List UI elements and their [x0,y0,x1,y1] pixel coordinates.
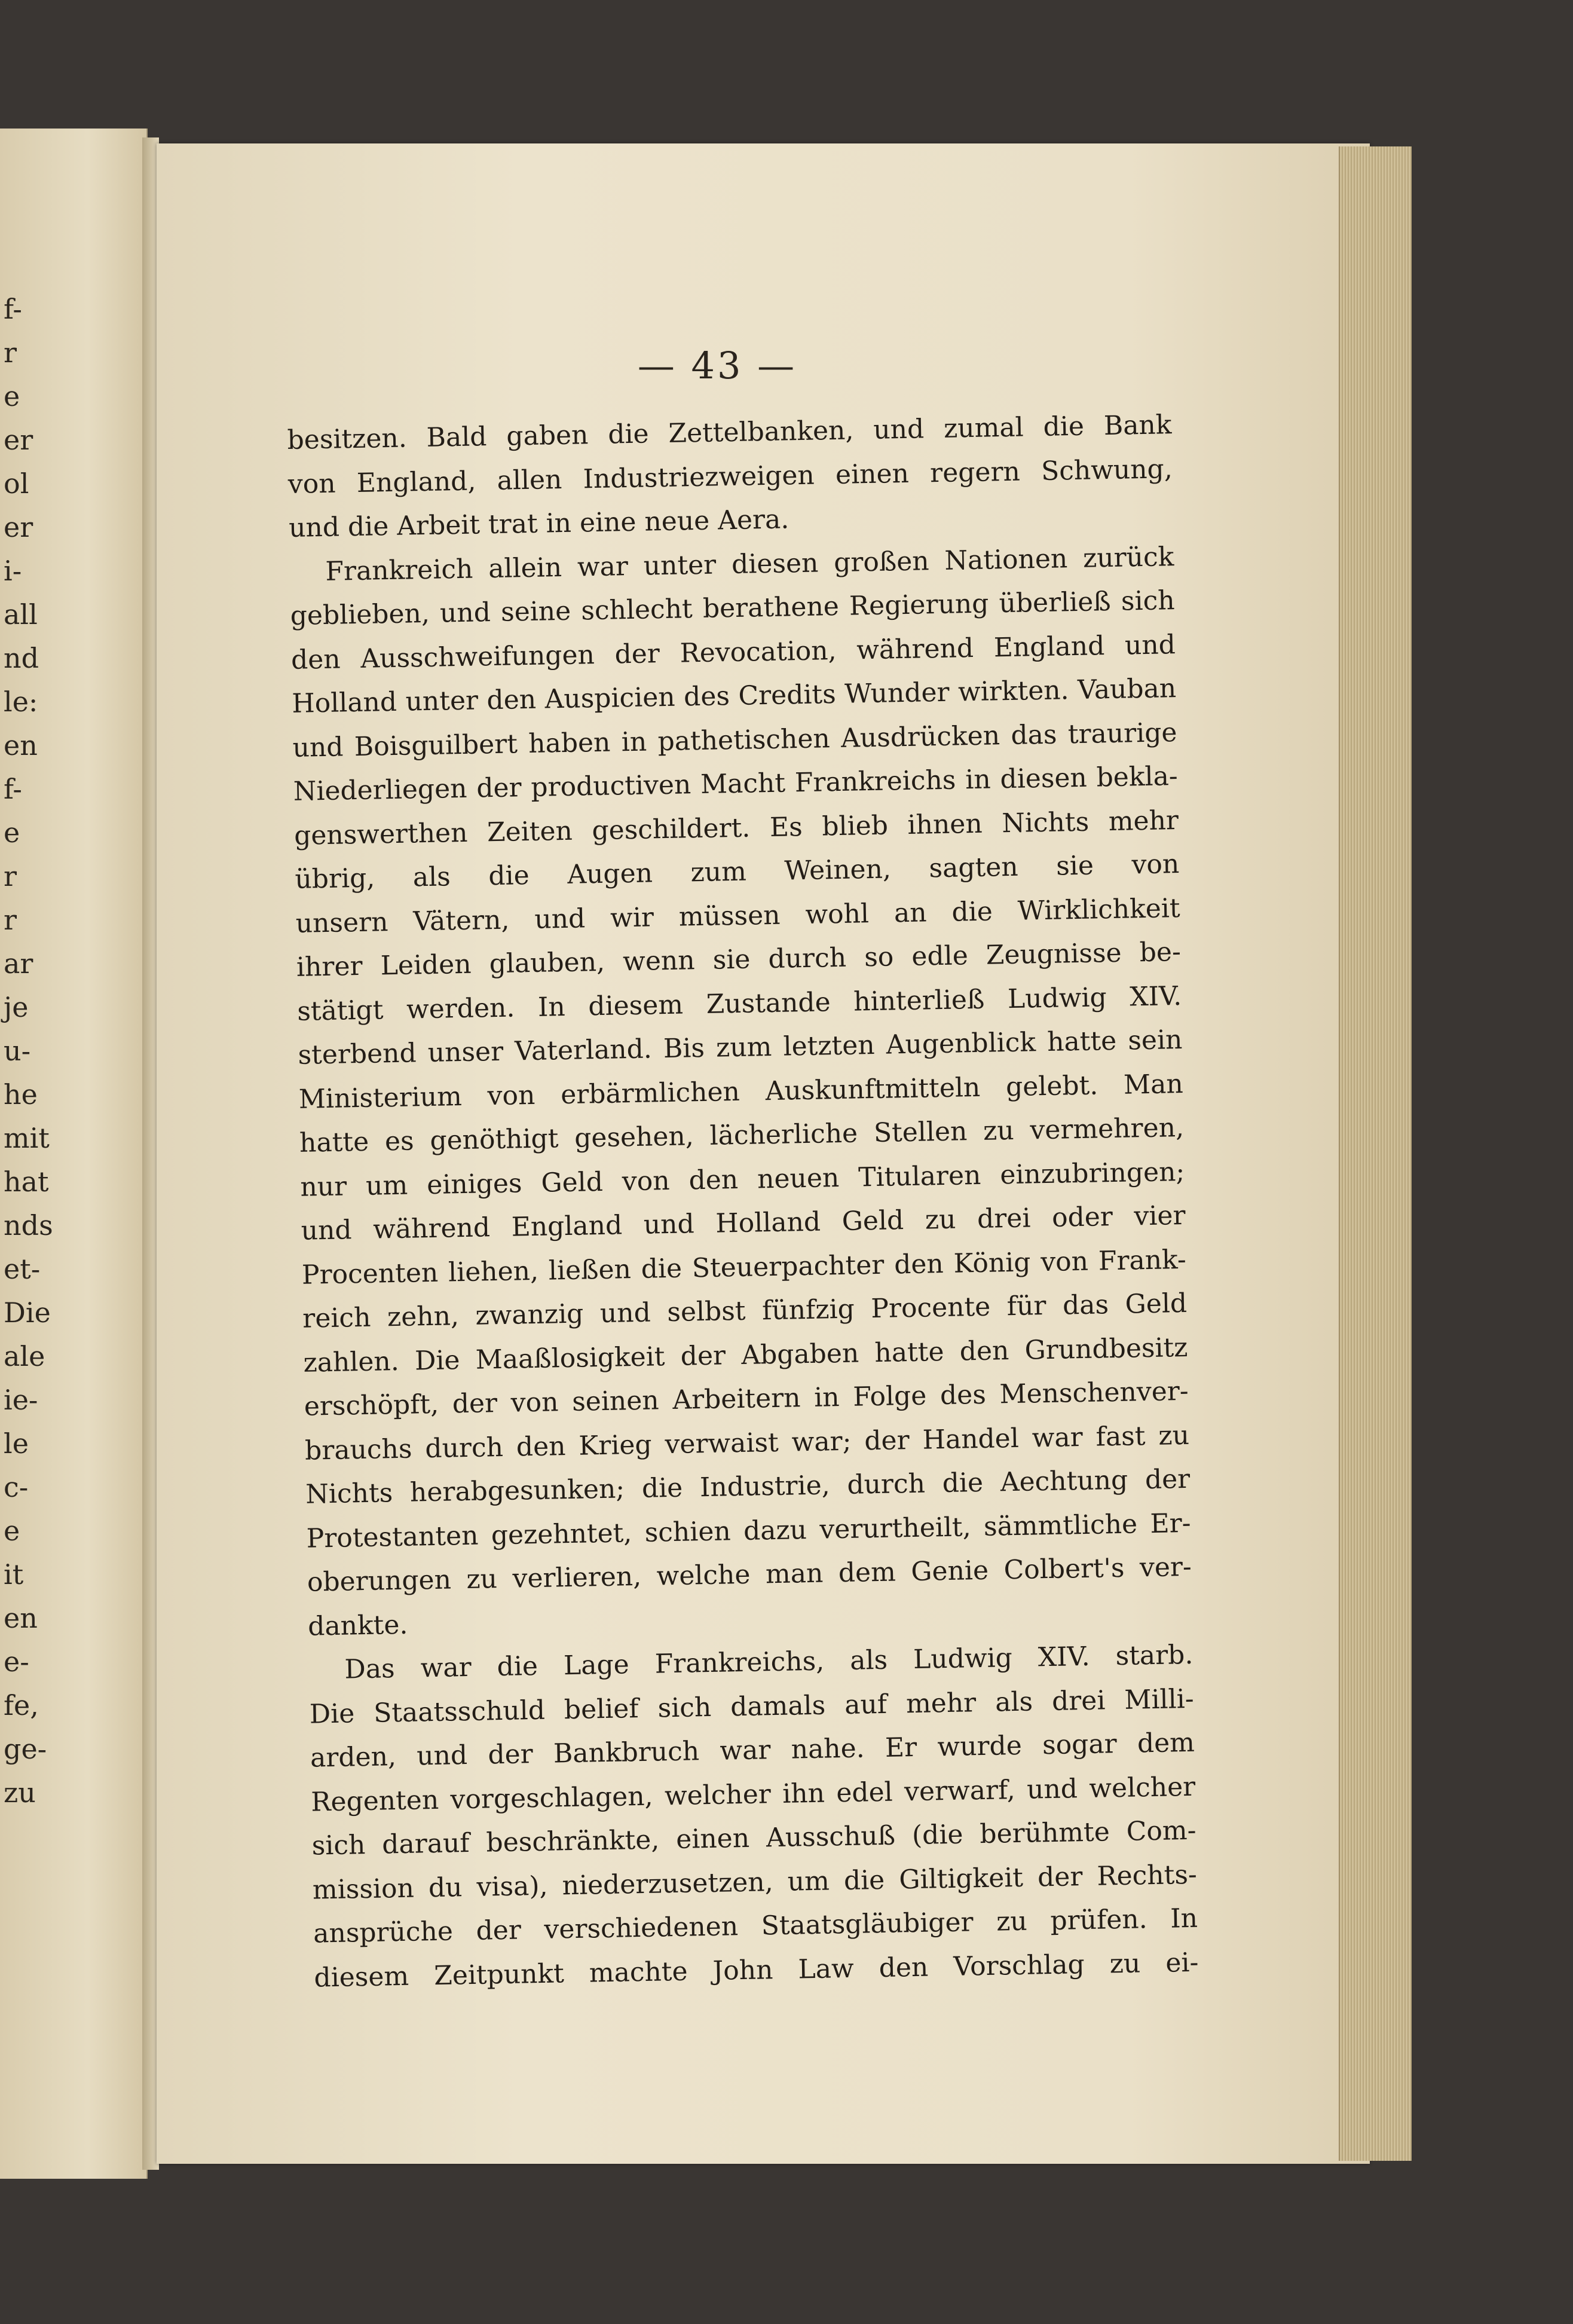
text-line: und während England und Holland Geld zu drei oder vier [301,1200,1186,1246]
left-page-fragment: r [4,904,17,936]
left-page-fragment: nds [4,1209,53,1241]
body-text [287,403,1199,1999]
left-page-fragment: he [4,1078,38,1111]
text-line: den Ausschweifungen der Revocation, während England und [290,629,1176,675]
left-page-fragment: i- [4,555,22,587]
left-page-fragment: r [4,860,17,892]
left-page-fragment: u- [4,1035,31,1067]
left-page-fragment: e [4,380,20,412]
text-line: Regenten vorgeschlagen, welcher ihn edel verwarf, und welcher [310,1771,1196,1818]
left-page-fragment: f- [4,773,22,805]
text-line: ihrer Leiden glauben, wenn sie durch so edle Zeugnisse be- [296,937,1182,983]
left-page-fragment: e [4,817,20,849]
text-line: dankte. [307,1609,408,1642]
left-page-fragment: le: [4,686,38,718]
left-page-fragment: zu [4,1776,36,1809]
text-line: arden, und der Bankbruch war nahe. Er wurde sogar dem [310,1727,1195,1773]
text-line: übrig, als die Augen zum Weinen, sagten sie von [295,849,1180,895]
text-line: nur um einiges Geld von den neuen Titularen einzubringen; [299,1156,1185,1203]
text-line: von England, allen Industriezweigen einen regern Schwung, [287,453,1173,500]
text-line: mission du visa), niederzusetzen, um die Giltigkeit der Rechts- [312,1859,1198,1906]
left-page-fragment: e- [4,1646,29,1678]
text-line: geblieben, und seine schlecht berathene Regierung überließ sich [290,585,1175,631]
left-page-fragment: mit [4,1122,50,1154]
text-line: stätigt werden. In diesem Zustande hinterließ Ludwig XIV. [296,980,1182,1027]
text-line: sich darauf beschränkte, einen Ausschuß (die berühmte Com- [311,1815,1196,1861]
left-page-fragment: en [4,729,38,762]
left-page-fragment: ge- [4,1733,47,1765]
text-line: sterbend unser Vaterland. Bis zum letzten Augenblick hatte sein [298,1025,1183,1071]
text-line: Protestanten gezehntet, schien dazu verurtheilt, sämmtliche Er- [306,1507,1191,1554]
left-page-fragment: er [4,511,33,543]
left-page-fragment: r [4,337,17,369]
text-line: diesem Zeitpunkt machte John Law den Vorschlag zu ei- [314,1947,1199,1993]
left-page-fragment: ol [4,467,29,500]
left-page-fragment: hat [4,1166,49,1198]
left-page-fragment: en [4,1602,38,1634]
text-line: Das war die Lage Frankreichs, als Ludwig XIV. starb. [344,1639,1193,1685]
left-page-fragment: nd [4,642,39,674]
text-line: und Boisguilbert haben in pathetischen Ausdrücken das traurige [292,717,1177,763]
text-line: Nichts herabgesunken; die Industrie, durch die Aechtung der [305,1463,1191,1510]
left-page [0,129,148,2179]
text-line: hatte es genöthigt gesehen, lächerliche Stellen zu vermehren, [299,1112,1185,1158]
text-line: oberungen zu verlieren, welche man dem Genie Colbert's ver- [307,1551,1192,1598]
text-line: Ministerium von erbärmlichen Auskunftmitteln gelebt. Man [298,1068,1184,1115]
text-line: Die Staatsschuld belief sich damals auf mehr als drei Milli- [309,1683,1195,1730]
text-line: und die Arbeit trat in eine neue Aera. [288,504,789,543]
text-line: ansprüche der verschiedenen Staatsgläubiger zu prüfen. In [313,1903,1198,1949]
text-line: erschöpft, der von seinen Arbeitern in Folge des Menschenver- [304,1375,1189,1422]
page-number: — 43 — [637,344,797,387]
text-line: unsern Vätern, und wir müssen wohl an die Wirklichkeit [295,892,1180,939]
left-page-fragment: it [4,1558,24,1591]
text-line: brauchs durch den Krieg verwaist war; der Handel war fast zu [304,1420,1190,1466]
text-line: zahlen. Die Maaßlosigkeit der Abgaben hatte den Grundbesitz [303,1332,1188,1378]
left-page-fragment: je [4,991,29,1023]
left-page-fragment: f- [4,293,22,325]
left-page-fragment: et- [4,1253,41,1285]
left-page-fragment: er [4,424,33,456]
left-page-fragment: Die [4,1296,51,1329]
text-line: Niederliegen der productiven Macht Frankreichs in diesen bekla- [293,761,1179,807]
left-page-fragment: le [4,1427,29,1460]
left-page-fragment: ar [4,947,33,980]
page-edges [1339,146,1412,2161]
left-page-fragment: c- [4,1471,29,1503]
left-page-fragment: all [4,598,38,631]
left-page-fragment: ale [4,1340,45,1372]
text-line: Frankreich allein war unter diesen großen Nationen zurück [325,541,1174,587]
left-page-fragment: fe, [4,1689,39,1721]
text-line: reich zehn, zwanzig und selbst fünfzig Procente für das Geld [302,1288,1188,1334]
text-line: besitzen. Bald gaben die Zettelbanken, und zumal die Bank [287,409,1172,455]
text-line: genswerthen Zeiten geschildert. Es blieb ihnen Nichts mehr [293,805,1179,851]
left-page-fragment: ie- [4,1384,38,1416]
left-page-fragment: e [4,1515,20,1547]
text-line: Holland unter den Auspicien des Credits Wunder wirkten. Vauban [291,673,1177,719]
text-line: Procenten liehen, ließen die Steuerpachter den König von Frank- [301,1244,1187,1291]
